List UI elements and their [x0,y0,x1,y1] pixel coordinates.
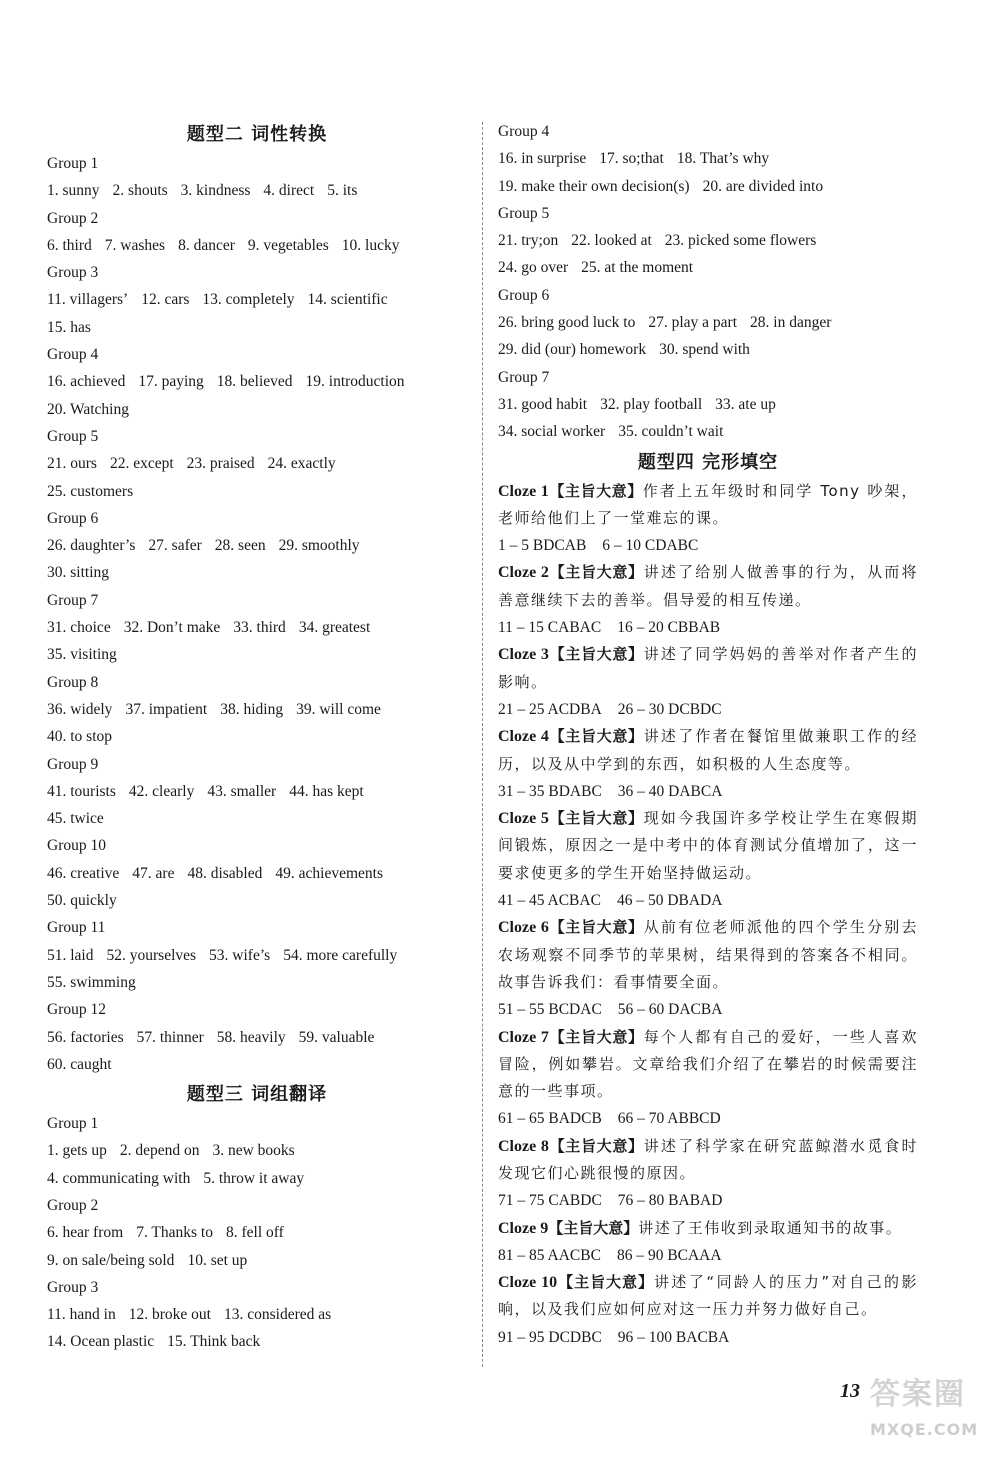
group-label [47,259,467,286]
answer-line [498,309,918,336]
cloze-tag: 【主旨大意】 [548,727,644,746]
answer-item: 40. to stop [47,728,113,746]
column-divider [482,122,483,1367]
group-label-text: Group 1 [47,1115,99,1133]
answer-item: 9. on sale/being sold [47,1251,175,1269]
cloze-tag: 【主旨大意】 [548,645,644,664]
answer-line [47,368,467,395]
cloze-tag: 【主旨大意】 [548,1136,644,1155]
answer-line [47,1024,467,1051]
answer-item: 57. thinner [136,1028,204,1046]
answer-key: 6 – 10 CDABC [602,537,699,555]
answer-key: 1 – 5 BDCAB [498,537,587,555]
cloze-tag: 【主旨大意】 [548,1027,644,1046]
cloze-summary [498,1133,918,1188]
answer-item: 38. hiding [220,700,284,718]
group-label-text: Group 4 [498,123,550,140]
cloze-summary [498,559,918,614]
answer-item: 56. factories [47,1028,124,1046]
answer-line [47,478,467,505]
answer-key: 36 – 40 DABCA [617,782,723,800]
cloze-summary [498,805,918,887]
answer-item: 17. so;that [599,150,664,168]
answer-item: 23. praised [186,455,255,473]
watermark [870,1370,1000,1466]
cloze-answers [498,614,918,641]
answer-item: 31. good habit [498,395,588,413]
answer-item: 4. communicating with [47,1169,191,1187]
answer-line [47,314,467,341]
group-label [47,505,467,532]
answer-line [47,1219,467,1246]
answer-line [47,1165,467,1192]
answer-item: 5. throw it away [203,1169,305,1187]
answer-item: 12. broke out [128,1306,211,1324]
answer-line [47,532,467,559]
answer-item: 23. picked some flowers [664,232,817,250]
answer-item: 32. play football [600,395,703,413]
answer-key: 56 – 60 DACBA [617,1001,723,1019]
answer-item: 16. achieved [47,373,126,391]
answer-item: 54. more carefully [283,946,398,964]
answer-item: 33. third [233,619,286,637]
answer-key: 91 – 95 DCDBC [498,1328,602,1346]
answer-item: 44. has kept [289,782,364,800]
answer-item: 14. scientific [307,291,388,309]
answer-line [47,286,467,313]
answer-item: 10. set up [187,1251,248,1269]
answer-key: 66 – 70 ABBCD [617,1110,721,1128]
answer-item: 29. smoothly [278,537,360,555]
section-heading: 题型四 完形填空 [637,451,779,473]
group-label-text: Group 3 [47,1278,99,1296]
group-label-text: Group 9 [47,755,99,773]
answer-item: 13. completely [202,291,295,309]
answer-item: 27. play a part [648,314,738,332]
left-column [47,118,467,1356]
answer-item: 35. visiting [47,646,117,664]
group-label [47,751,467,778]
cloze-answers [498,996,918,1023]
answer-item: 3. new books [212,1142,295,1160]
answer-item: 8. fell off [225,1224,284,1242]
cloze-text: 讲述了“同龄人的压力”对自己的影响，以及我们应如何应对这一压力并努力做好自己。 [498,1273,918,1319]
group-label [47,832,467,859]
group-label [47,1274,467,1301]
answer-item: 22. looked at [571,232,652,250]
answer-line [47,805,467,832]
answer-line [498,336,918,363]
answer-line [47,1301,467,1328]
group-label-text: Group 6 [498,286,550,304]
answer-line [47,614,467,641]
group-label-text: Group 7 [498,368,550,386]
answer-item: 31. choice [47,619,111,637]
cloze-tag: 【主旨大意】 [557,1273,654,1292]
answer-item: 52. yourselves [106,946,197,964]
answer-line [47,641,467,668]
group-label [47,914,467,941]
cloze-label: Cloze 4 [498,728,549,746]
cloze-label: Cloze 2 [498,564,549,582]
group-label-text: Group 6 [47,509,99,527]
answer-item: 1. sunny [47,182,100,200]
right-column [498,118,918,1351]
answer-key: 81 – 85 AACBC [498,1246,601,1264]
answer-item: 19. make their own decision(s) [498,177,690,195]
answer-line [498,418,918,445]
answer-line [47,1137,467,1164]
answer-item: 34. social worker [498,423,606,441]
answer-item: 53. wife’s [209,946,271,964]
group-label [498,200,918,227]
cloze-text: 每个人都有自己的爱好，一些人喜欢冒险，例如攀岩。文章给我们介绍了在攀岩的时候需要注意的一些事项。 [498,1027,918,1101]
group-label [498,282,918,309]
answer-line [47,969,467,996]
answer-item: 24. go over [498,259,569,277]
answer-key: 21 – 25 ACDBA [498,700,602,718]
answer-item: 8. dancer [178,236,235,254]
cloze-label: Cloze 7 [498,1028,549,1046]
answer-item: 51. laid [47,946,94,964]
group-label-text: Group 10 [47,837,106,855]
cloze-text: 讲述了科学家在研究蓝鲸潜水觅食时发现它们心跳很慢的原因。 [498,1136,918,1182]
group-label [498,364,918,391]
answer-item: 39. will come [296,700,381,718]
answer-key: 16 – 20 CBBAB [617,619,721,637]
answer-item: 13. considered as [223,1306,332,1324]
group-label [47,150,467,177]
answer-line [47,177,467,204]
cloze-summary [498,723,918,778]
watermark-logo: 答案圈 [870,1377,966,1412]
answer-item: 24. exactly [267,455,336,473]
answer-item: 21. ours [47,455,97,473]
group-label-text: Group 3 [47,264,99,282]
answer-item: 7. washes [104,236,166,254]
answer-item: 2. shouts [112,182,168,200]
answer-key: 11 – 15 CABAC [498,619,602,637]
answer-item: 45. twice [47,810,104,828]
answer-item: 35. couldn’t wait [618,423,724,441]
answer-key: 96 – 100 BACBA [617,1328,730,1346]
answer-line [47,696,467,723]
group-label [47,205,467,232]
group-label [47,669,467,696]
answer-item: 30. spend with [659,341,750,359]
cloze-label: Cloze 10 [498,1274,558,1292]
answer-key: 61 – 65 BADCB [498,1110,602,1128]
cloze-text: 讲述了同学妈妈的善举对作者产生的影响。 [498,645,918,691]
cloze-summary [498,641,918,696]
answer-item: 25. at the moment [581,259,694,277]
cloze-answers [498,532,918,559]
cloze-text: 作者上五年级时和同学 Tony 吵架，老师给他们上了一堂难忘的课。 [498,481,918,527]
answer-item: 43. smaller [207,782,277,800]
answer-item: 29. did (our) homework [498,341,647,359]
answer-item: 4. direct [263,182,315,200]
group-label-text: Group 7 [47,591,99,609]
cloze-tag: 【主旨大意】 [548,918,644,937]
cloze-label: Cloze 5 [498,810,549,828]
group-label [498,118,918,145]
answer-item: 17. paying [138,373,204,391]
answer-key: 86 – 90 BCAAA [616,1246,722,1264]
answer-item: 26. daughter’s [47,537,136,555]
cloze-summary [498,1215,918,1242]
answer-item: 18. believed [216,373,293,391]
answer-item: 37. impatient [125,700,208,718]
cloze-text: 讲述了王伟收到录取通知书的故事。 [638,1218,903,1237]
answer-line [47,1051,467,1078]
page-number: 13 [840,1380,860,1402]
section-heading: 题型二 词性转换 [186,124,328,145]
answer-line [498,145,918,172]
answer-item: 22. except [109,455,174,473]
cloze-answers [498,1105,918,1132]
answer-line [47,778,467,805]
cloze-answers [498,696,918,723]
cloze-answers [498,1324,918,1351]
answer-item: 11. villagers’ [47,291,129,309]
answer-item: 20. are divided into [702,177,824,195]
cloze-label: Cloze 6 [498,919,549,937]
answer-line [47,232,467,259]
cloze-tag: 【主旨大意】 [548,809,644,828]
answer-line [498,391,918,418]
cloze-text: 现如今我国许多学校让学生在寒假期间锻炼，原因之一是中考中的体育测试分值增加了，这一要求使更多的学生开始坚持做运动。 [498,809,918,882]
answer-line [47,1328,467,1355]
answer-item: 3. kindness [180,182,251,200]
answer-item: 15. Think back [167,1333,261,1351]
answer-line [47,396,467,423]
answer-item: 46. creative [47,864,120,882]
answer-line [498,227,918,254]
cloze-text: 讲述了作者在餐馆里做兼职工作的经历，以及从中学到的东西，如积极的人生态度等。 [498,727,918,773]
cloze-tag: 【主旨大意】 [548,481,643,500]
group-label-text: Group 8 [47,673,99,691]
answer-item: 36. widely [47,700,113,718]
answer-item: 9. vegetables [247,236,329,254]
group-label-text: Group 2 [47,1196,99,1214]
group-label [47,423,467,450]
answer-item: 42. clearly [128,782,195,800]
answer-item: 20. Watching [47,400,129,418]
answer-item: 28. in danger [750,314,832,332]
answer-item: 32. Don’t make [123,619,221,637]
answer-item: 14. Ocean plastic [47,1333,155,1351]
answer-item: 18. That’s why [676,150,770,168]
group-label [47,996,467,1023]
answer-key: 41 – 45 ACBAC [498,892,601,910]
answer-item: 30. sitting [47,564,110,582]
group-label-text: Group 1 [47,155,99,172]
answer-key: 51 – 55 BCDAC [498,1001,602,1019]
answer-item: 5. its [327,182,358,200]
answer-item: 41. tourists [47,782,116,800]
answer-item: 16. in surprise [498,150,587,168]
answer-item: 60. caught [47,1055,112,1073]
cloze-answers [498,1187,918,1214]
answer-line [47,860,467,887]
group-label-text: Group 12 [47,1001,106,1019]
answer-item: 59. valuable [298,1028,375,1046]
cloze-label: Cloze 3 [498,646,549,664]
answer-item: 33. ate up [715,395,776,413]
answer-item: 10. lucky [341,236,400,254]
answer-item: 6. third [47,236,92,254]
answer-line [498,173,918,200]
answer-item: 26. bring good luck to [498,314,636,332]
answer-line [47,450,467,477]
answer-key: 31 – 35 BDABC [498,782,602,800]
answer-line [498,254,918,281]
cloze-text: 讲述了给别人做善事的行为，从而将善意继续下去的善举。倡导爱的相互传递。 [498,563,918,609]
answer-item: 11. hand in [47,1306,116,1324]
cloze-summary [498,1024,918,1106]
group-label [47,587,467,614]
group-label-text: Group 5 [47,427,99,445]
answer-item: 58. heavily [216,1028,286,1046]
answer-item: 2. depend on [119,1142,200,1160]
answer-line [47,942,467,969]
cloze-summary [498,914,918,996]
answer-line [47,1247,467,1274]
group-label-text: Group 11 [47,919,106,937]
answer-item: 28. seen [214,537,266,555]
answer-item: 15. has [47,318,91,336]
group-label [47,1192,467,1219]
watermark-domain: MXQE.COM [870,1420,979,1439]
answer-item: 55. swimming [47,973,136,991]
answer-item: 34. greatest [298,619,371,637]
answer-item: 50. quickly [47,892,117,910]
answer-item: 6. hear from [47,1224,124,1242]
section-heading: 题型三 词组翻译 [186,1084,328,1106]
group-label-text: Group 5 [498,204,550,222]
group-label [47,341,467,368]
answer-item: 49. achievements [275,864,383,882]
answer-item: 48. disabled [187,864,263,882]
answer-line [47,887,467,914]
cloze-answers [498,1242,918,1269]
answer-key: 46 – 50 DBADA [616,892,723,910]
cloze-summary [498,1269,918,1324]
cloze-tag: 【主旨大意】 [548,563,644,582]
answer-item: 27. safer [148,537,202,555]
answer-key: 26 – 30 DCBDC [617,700,722,718]
cloze-answers [498,778,918,805]
answer-item: 12. cars [141,291,190,309]
cloze-label: Cloze 9 [498,1219,549,1237]
cloze-label: Cloze 8 [498,1137,549,1155]
group-label [47,1110,467,1137]
answer-item: 7. Thanks to [136,1224,213,1242]
cloze-summary [498,478,918,533]
cloze-text: 从前有位老师派他的四个学生分别去农场观察不同季节的苹果树，结果得到的答案各不相同。故事告诉我们：看事情要全面。 [498,918,918,991]
answer-item: 47. are [132,864,175,882]
group-label-text: Group 2 [47,209,99,227]
answer-item: 21. try;on [498,232,559,250]
cloze-tag: 【主旨大意】 [548,1218,639,1237]
answer-item: 19. introduction [305,373,405,391]
answer-key: 71 – 75 CABDC [498,1192,602,1210]
answer-line [47,723,467,750]
answer-key: 76 – 80 BABAD [617,1192,723,1210]
group-label-text: Group 4 [47,346,99,364]
cloze-label: Cloze 1 [498,482,549,500]
answer-item: 25. customers [47,482,134,500]
answer-item: 1. gets up [47,1142,107,1160]
cloze-answers [498,887,918,914]
answer-line [47,559,467,586]
